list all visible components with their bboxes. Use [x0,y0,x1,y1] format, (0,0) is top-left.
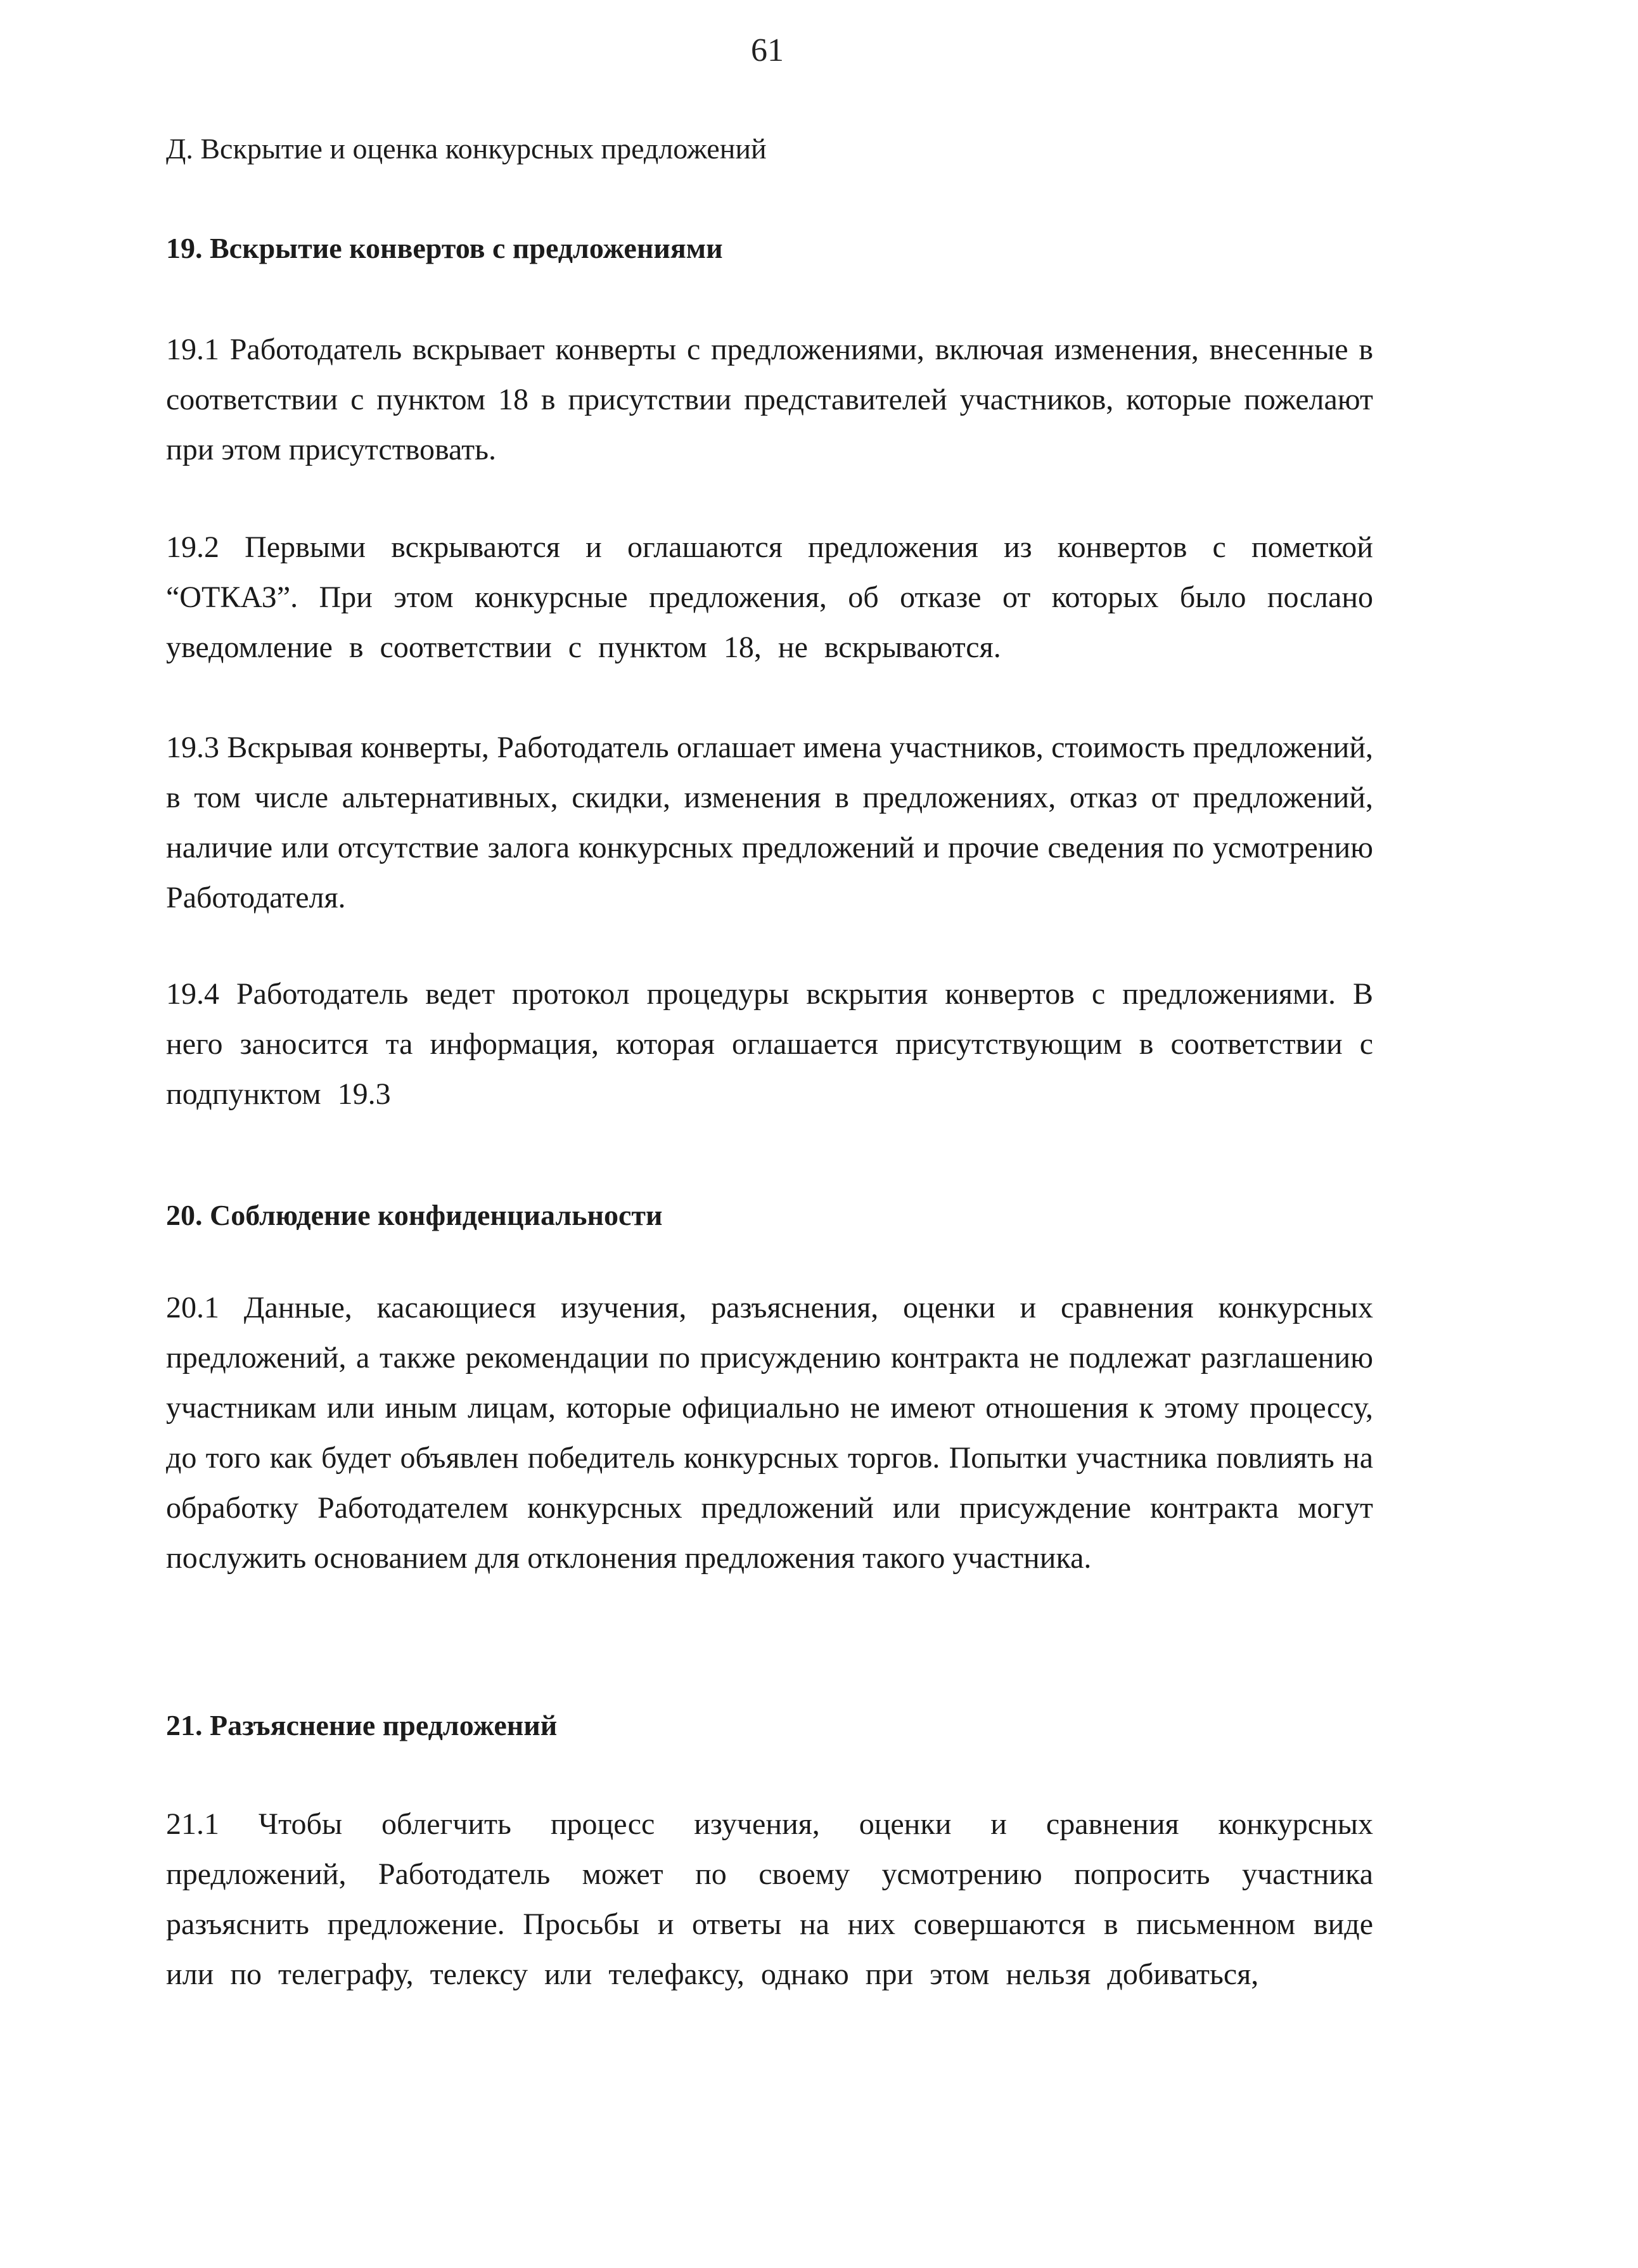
section-title: Д. Вскрытие и оценка конкурсных предложений [166,132,767,165]
heading-20: 20. Соблюдение конфиденциальности [166,1199,663,1231]
heading-19: 19. Вскрытие конвертов с предложениями [166,232,723,264]
paragraph-19-1: 19.1 Работодатель вскрывает конверты с предложениями, включая изменения, внесенные в соответствии с пунктом 18 в присутствии представителей участников, которые пожелают при этом присутствовать. [166,333,1373,466]
paragraph-21-1: 21.1 Чтобы облегчить процесс изучения, оценки и сравнения конкурсных предложений, Работодатель может по своему усмотрению попросить участника разъяснить предложение. Просьбы и ответы на них совершаются в письменном виде или по телеграфу, телексу или телефаксу, однако при этом нельзя добиваться, [166,1807,1373,1991]
heading-21: 21. Разъяснение предложений [166,1709,558,1741]
paragraph-19-3: 19.3 Вскрывая конверты, Работодатель оглашает имена участников, стоимость предложений, в том числе альтернативных, скидки, изменения в предложениях, отказ от предложений, наличие или отсутствие залога конкурсных предложений и прочие сведения по усмотрению Работодателя. [166,731,1373,914]
paragraph-19-4: 19.4 Работодатель ведет протокол процедуры вскрытия конвертов с предложениями. В него заносится та информация, которая оглашается присутствующим в соответствии с подпунктом 19.3 [166,977,1373,1111]
paragraph-20-1: 20.1 Данные, касающиеся изучения, разъяснения, оценки и сравнения конкурсных предложений, а также рекомендации по присуждению контракта не подлежат разглашению участникам или иным лицам, которые официально не имеют отношения к этому процессу, до того как будет объявлен победитель конкурсных торгов. Попытки участника повлиять на обработку Работодателем конкурсных предложений или присуждение контракта могут послужить основанием для отклонения предложения такого участника. [166,1291,1373,1575]
paragraph-19-2: 19.2 Первыми вскрываются и оглашаются предложения из конвертов с пометкой “ОТКАЗ”. При этом конкурсные предложения, об отказе от которых было послано уведомление в соответствии с пунктом 18, не вскрываются. [166,530,1373,664]
page-number: 61 [751,32,784,68]
